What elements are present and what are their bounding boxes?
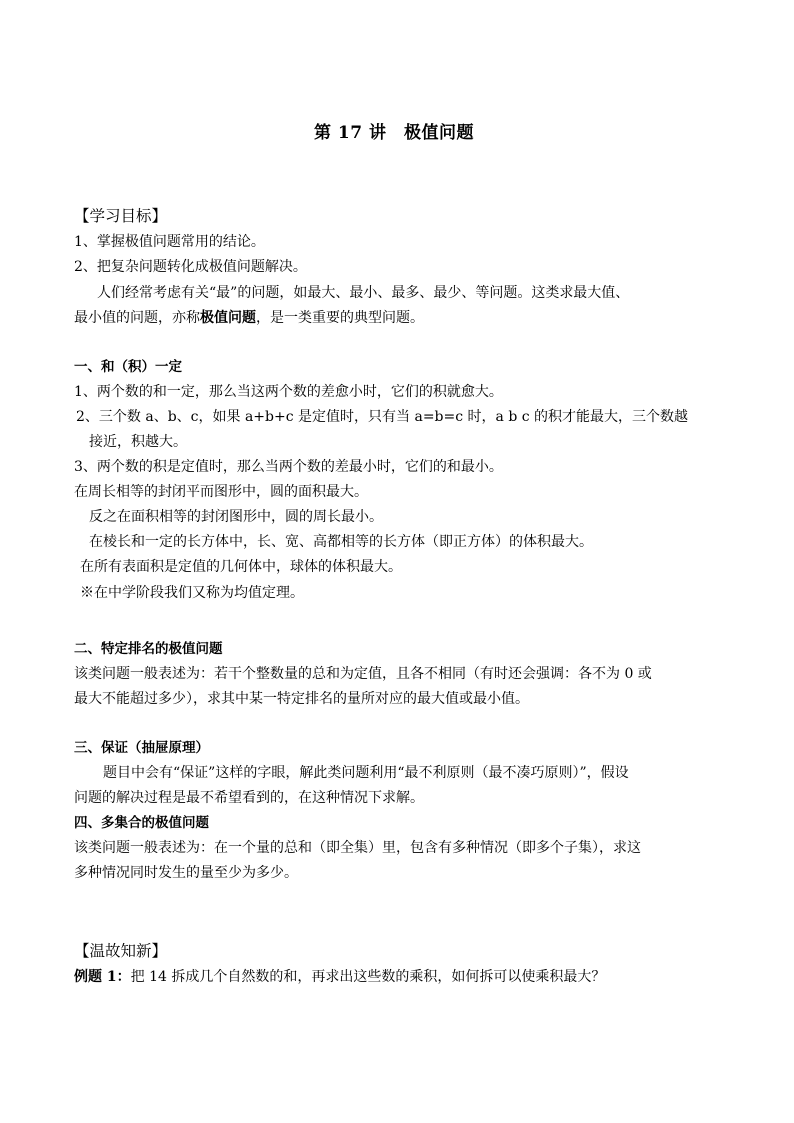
- page-title: 第 17 讲 极值问题: [314, 123, 474, 143]
- example-label: 例题 1：: [74, 969, 131, 985]
- section-heading-2: 二、特定排名的极值问题: [74, 641, 223, 657]
- s2-line-2: 最大不能超过多少），求其中某一特定排名的量所对应的最大值或最小值。: [74, 691, 529, 707]
- section-heading-1: 一、和（积）一定: [74, 359, 182, 375]
- s4-line-1: 该类问题一般表述为：在一个量的总和（即全集）里，包含有多种情况（即多个子集），求这: [74, 840, 641, 856]
- s2-line-1: 该类问题一般表述为：若干个整数量的总和为定值，且各不相同（有时还会强调：各不为 0 或: [74, 666, 652, 682]
- section-heading-4: 四、多集合的极值问题: [74, 815, 209, 831]
- s3-line-1: 题目中会有“保证”这样的字眼，解此类问题利用“最不利原则（最不凑巧原则）”，假设: [103, 765, 629, 781]
- goal-item-2: 2、把复杂问题转化成极值问题解决。: [74, 259, 307, 275]
- s1-line-1: 1、两个数的和一定，那么当这两个数的差愈小时，它们的积就愈大。: [74, 384, 503, 400]
- s1-line-5: 在周长相等的封闭平而图形中，圆的面积最大。: [74, 484, 368, 500]
- s1-line-8: 在所有表面积是定值的几何体中，球体的体积最大。: [80, 559, 402, 575]
- intro-text-a: 最小值的问题，亦称: [74, 310, 200, 326]
- example-text: 把 14 拆成几个自然数的和，再求出这些数的乘积，如何拆可以使乘积最大？: [130, 969, 606, 985]
- s1-line-4: 3、两个数的积是定值时，那么当两个数的差最小时，它们的和最小。: [74, 459, 503, 475]
- s4-line-2: 多种情况同时发生的量至少为多少。: [74, 865, 298, 881]
- section-heading-3: 三、保证（抽屉原理）: [74, 740, 209, 756]
- s1-line-3: 接近，积越大。: [89, 434, 187, 450]
- goal-intro-line-2: [74, 308, 424, 328]
- s3-line-2: 问题的解决过程是最不希望看到的，在这种情况下求解。: [74, 790, 424, 806]
- intro-text-b: ，是一类重要的典型问题。: [256, 310, 424, 326]
- section-heading-review: 【温故知新】: [74, 942, 168, 960]
- intro-bold-term: 极值问题: [200, 310, 256, 326]
- example-1: [74, 967, 605, 987]
- s1-line-2: 2、三个数 a、b、c，如果 a+b+c 是定值时，只有当 a=b=c 时，a b c 的积才能最大，三个数越: [76, 409, 689, 425]
- section-heading-learning-goals: 【学习目标】: [74, 207, 168, 225]
- s1-line-7: 在棱长和一定的长方体中，长、宽、高都相等的长方体（即正方体）的体积最大。: [89, 534, 593, 550]
- s1-line-6: 反之在面积相等的封闭图形中，圆的周长最小。: [89, 509, 383, 525]
- s1-line-9: ※在中学阶段我们又称为均值定理。: [80, 585, 304, 601]
- goal-item-1: 1、掌握极值问题常用的结论。: [74, 234, 265, 250]
- goal-intro-line-1: 人们经常考虑有关“最”的问题，如最大、最小、最多、最少、等问题。这类求最大值、: [97, 285, 630, 301]
